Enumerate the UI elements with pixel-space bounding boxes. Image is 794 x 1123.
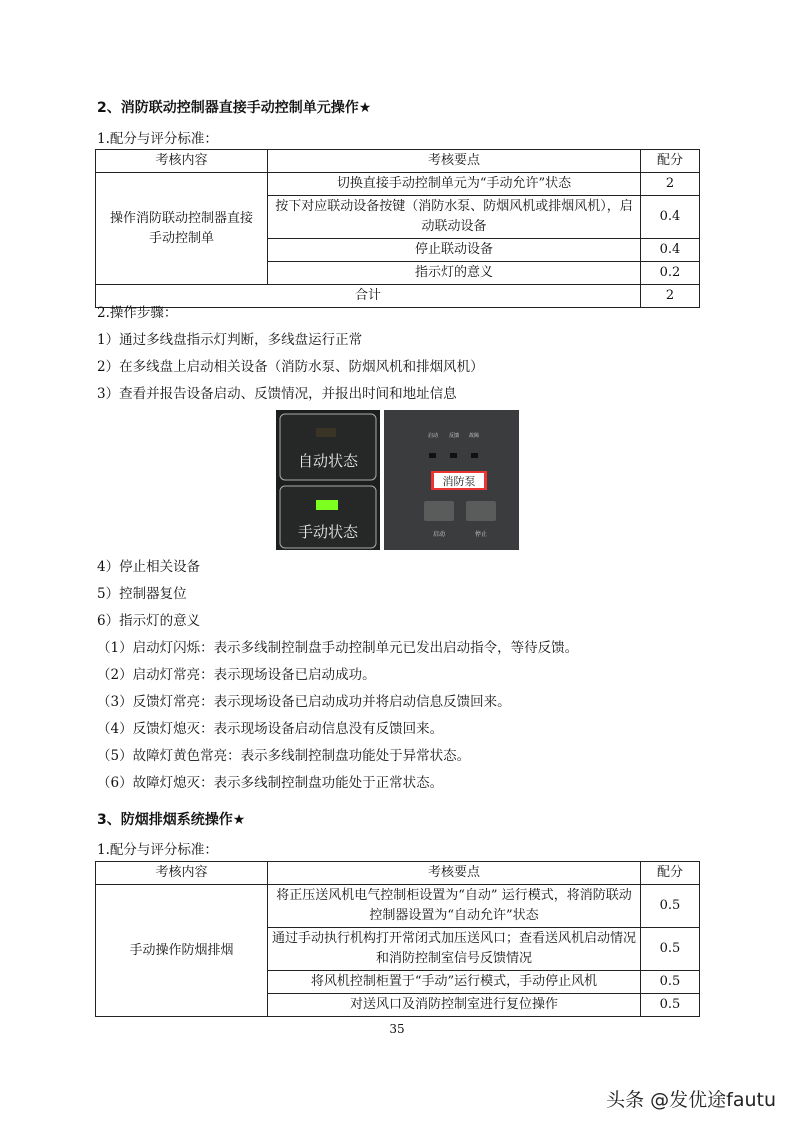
meaning: （6）故障灯熄灭：表示多线制控制盘功能处于正常状态。 — [97, 775, 444, 791]
step: 3）查看并报告设备启动、反馈情况，并报出时间和地址信息 — [97, 386, 457, 402]
auto-state-label: 自动状态 — [297, 452, 359, 470]
lamp-label: 启动 — [427, 433, 439, 439]
point-cell: 切换直接手动控制单元为“手动允许”状态 — [268, 173, 641, 196]
meaning: （5）故障灯黄色常亮：表示多线制控制盘功能处于异常状态。 — [97, 748, 471, 764]
table-header — [96, 862, 700, 885]
header-cell: 配分 — [641, 862, 700, 885]
step: 1）通过多线盘指示灯判断，多线盘运行正常 — [97, 332, 363, 348]
step: 2）在多线盘上启动相关设备（消防水泵、防烟风机和排烟风机） — [97, 359, 484, 375]
header-cell: 考核要点 — [268, 150, 641, 173]
score-cell: 0.5 — [641, 928, 700, 971]
header-cell: 考核内容 — [96, 862, 268, 885]
lamp-label: 故障 — [468, 433, 480, 439]
meaning: （1）启动灯闪烁：表示多线制控制盘手动控制单元已发出启动指令，等待反馈。 — [97, 640, 579, 656]
score-cell: 2 — [641, 173, 700, 196]
point-cell: 通过手动执行机构打开常闭式加压送风口；查看送风机启动情况和消防控制室信号反馈情况 — [268, 928, 641, 971]
meaning: （2）启动灯常亮：表示现场设备已启动成功。 — [97, 667, 376, 683]
scoring-label: 1.配分与评分标准： — [97, 842, 218, 858]
point-cell: 将正压送风机电气控制柜设置为“自动” 运行模式，将消防联动控制器设置为“自动允许”状态 — [268, 885, 641, 928]
total-row — [96, 285, 700, 308]
header-cell: 考核内容 — [96, 150, 268, 173]
score-cell: 0.5 — [641, 885, 700, 928]
header-cell: 考核要点 — [268, 862, 641, 885]
page-number: 35 — [389, 1022, 405, 1036]
section-2-title: 2、消防联动控制器直接手动控制单元操作★ — [97, 100, 372, 116]
total-value: 2 — [641, 285, 700, 308]
point-cell: 对送风口及消防控制室进行复位操作 — [268, 994, 641, 1017]
scoring-label: 1.配分与评分标准： — [97, 131, 218, 147]
scoring-table-2 — [95, 861, 700, 1017]
point-cell: 将风机控制柜置于“手动”运行模式，手动停止风机 — [268, 971, 641, 994]
meaning: （3）反馈灯常亮：表示现场设备已启动成功并将启动信息反馈回来。 — [97, 694, 511, 710]
point-cell: 停止联动设备 — [268, 239, 641, 262]
table-row — [96, 173, 700, 196]
scoring-table-1 — [95, 149, 700, 308]
score-cell: 0.4 — [641, 196, 700, 239]
watermark: 头条 @发优途fautu — [606, 1089, 776, 1111]
section-3-title: 3、防烟排烟系统操作★ — [97, 812, 246, 828]
score-cell: 0.4 — [641, 239, 700, 262]
step: 5）控制器复位 — [97, 586, 187, 602]
stop-button-label: 停止 — [474, 531, 488, 538]
point-cell: 指示灯的意义 — [268, 262, 641, 285]
control-panel-photo — [276, 410, 519, 550]
steps-label: 2.操作步骤： — [97, 305, 178, 321]
point-cell: 按下对应联动设备按键（消防水泵、防烟风机或排烟风机），启动联动设备 — [268, 196, 641, 239]
manual-state-label: 手动状态 — [297, 523, 359, 541]
content-cell: 操作消防联动控制器直接手动控制单 — [96, 173, 268, 285]
content-cell: 手动操作防烟排烟 — [96, 885, 268, 1017]
start-button-label: 启动 — [432, 531, 446, 538]
total-label: 合计 — [96, 285, 641, 308]
score-cell: 0.5 — [641, 971, 700, 994]
step: 4）停止相关设备 — [97, 559, 201, 575]
table-row — [96, 885, 700, 928]
header-cell: 配分 — [641, 150, 700, 173]
meaning: （4）反馈灯熄灭：表示现场设备启动信息没有反馈回来。 — [97, 721, 444, 737]
score-cell: 0.5 — [641, 994, 700, 1017]
step: 6）指示灯的意义 — [97, 613, 201, 629]
table-header — [96, 150, 700, 173]
score-cell: 0.2 — [641, 262, 700, 285]
lamp-label: 反馈 — [448, 433, 460, 439]
pump-tag: 消防泵 — [442, 475, 476, 488]
